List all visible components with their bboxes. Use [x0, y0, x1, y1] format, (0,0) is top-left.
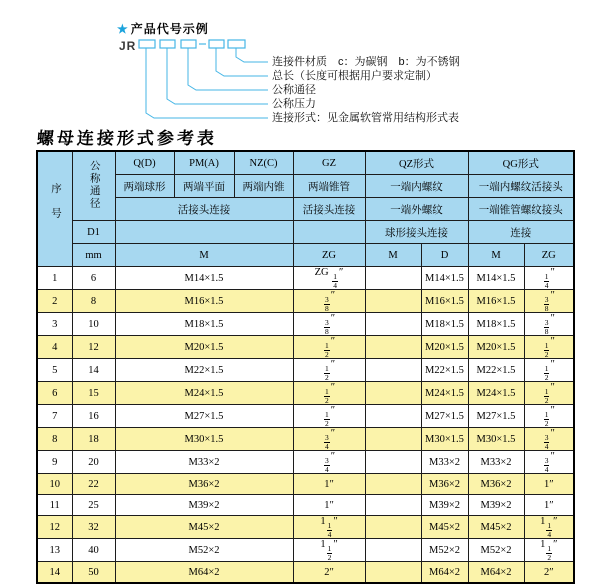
cell-m: M24×1.5 — [115, 382, 293, 405]
fraction: $\frac{1}{2}$ — [544, 410, 549, 428]
cell-qg-m: M16×1.5 — [468, 290, 524, 313]
cell-dn: 16 — [72, 405, 115, 428]
table-title: 螺母连接形式参考表 — [36, 129, 218, 148]
fraction: $\frac{3}{8}$ — [324, 295, 329, 313]
cell-dn: 8 — [72, 290, 115, 313]
label-diameter: 公称通径 — [272, 84, 316, 96]
header-qz-desc1: 一端内螺纹 — [365, 175, 468, 198]
header-serial: 序号 — [37, 151, 72, 267]
cell-gz-zg: 1 $\frac{1}{2}$ ″ — [293, 539, 365, 562]
cell-qg-zg: $\frac{1}{4}$ ″ — [524, 267, 574, 290]
cell-qg-m: M64×2 — [468, 562, 524, 584]
cell-qz-m — [365, 539, 421, 562]
table-row — [37, 474, 574, 495]
cell-qz-m — [365, 313, 421, 336]
cell-gz-zg: $\frac{3}{8}$ ″ — [293, 313, 365, 336]
cell-qz-m — [365, 428, 421, 451]
header-blank-gz — [293, 221, 365, 244]
cell-gz-zg: 1″ — [293, 495, 365, 516]
label-material: 连接件材质 c：为碳钢 b：为不锈钢 — [272, 56, 460, 68]
fraction: $\frac{1}{4}$ — [327, 521, 332, 539]
header-qz-m: M — [365, 244, 421, 267]
callout-line-material — [236, 48, 268, 62]
fraction: $\frac{3}{4}$ — [544, 433, 549, 451]
fraction: $\frac{1}{2}$ — [544, 364, 549, 382]
cell-dn: 20 — [72, 451, 115, 474]
header-zg: ZG — [293, 244, 365, 267]
cell-dn: 25 — [72, 495, 115, 516]
cell-qg-m: M22×1.5 — [468, 359, 524, 382]
table-row — [37, 405, 574, 428]
cell-gz-zg: ZG $\frac{1}{4}$ ″ — [293, 267, 365, 290]
fraction: $\frac{1}{2}$ — [547, 544, 552, 562]
cell-serial: 9 — [37, 451, 72, 474]
fraction: $\frac{3}{8}$ — [544, 295, 549, 313]
cell-gz-zg: $\frac{3}{4}$ ″ — [293, 451, 365, 474]
fraction: $\frac{1}{2}$ — [324, 364, 329, 382]
nut-connection-table-wrap — [36, 150, 575, 584]
cell-qg-m: M18×1.5 — [468, 313, 524, 336]
cell-dn: 32 — [72, 516, 115, 539]
cell-qz-m — [365, 451, 421, 474]
header-m: M — [115, 244, 293, 267]
cell-qg-m: M20×1.5 — [468, 336, 524, 359]
fraction: $\frac{3}{8}$ — [544, 318, 549, 336]
cell-gz-zg: $\frac{3}{4}$ ″ — [293, 428, 365, 451]
header-col-gz: GZ — [293, 151, 365, 175]
cell-serial: 12 — [37, 516, 72, 539]
cell-qz-m — [365, 474, 421, 495]
cell-qz-d: M33×2 — [421, 451, 468, 474]
fraction: $\frac{1}{4}$ — [333, 272, 337, 290]
cell-m: M52×2 — [115, 539, 293, 562]
cell-dn: 50 — [72, 562, 115, 584]
header-blank-m — [115, 221, 293, 244]
cell-qz-m — [365, 495, 421, 516]
table-header — [37, 151, 574, 267]
cell-dn: 40 — [72, 539, 115, 562]
header-qg-m: M — [468, 244, 524, 267]
fraction: $\frac{3}{4}$ — [324, 433, 329, 451]
cell-qz-d: M27×1.5 — [421, 405, 468, 428]
cell-m: M14×1.5 — [115, 267, 293, 290]
label-length: 总长（长度可根据用户要求定制） — [272, 70, 437, 82]
header-mm: mm — [72, 244, 115, 267]
table-row — [37, 516, 574, 539]
header-qz-d: D — [421, 244, 468, 267]
cell-serial: 4 — [37, 336, 72, 359]
cell-serial: 11 — [37, 495, 72, 516]
cell-qg-zg: 1 $\frac{1}{4}$ ″ — [524, 516, 574, 539]
cell-qz-m — [365, 562, 421, 584]
cell-qz-m — [365, 290, 421, 313]
cell-gz-zg: $\frac{1}{2}$ ″ — [293, 405, 365, 428]
callout-line-diameter — [188, 48, 268, 90]
cell-m: M18×1.5 — [115, 313, 293, 336]
header-q-desc: 两端球形 — [115, 175, 174, 198]
header-col-q: Q(D) — [115, 151, 174, 175]
cell-gz-zg: $\frac{3}{8}$ ″ — [293, 290, 365, 313]
cell-serial: 6 — [37, 382, 72, 405]
table-body — [37, 267, 574, 584]
nut-connection-table — [36, 150, 575, 584]
label-connection: 连接形式：见金属软管常用结构形式表 — [272, 112, 459, 124]
cell-qz-m — [365, 405, 421, 428]
cell-qg-zg: 1″ — [524, 474, 574, 495]
cell-qg-m: M45×2 — [468, 516, 524, 539]
cell-serial: 5 — [37, 359, 72, 382]
cell-dn: 10 — [72, 313, 115, 336]
code-box-2 — [160, 40, 175, 48]
cell-gz-zg: 2″ — [293, 562, 365, 584]
fraction: $\frac{3}{4}$ — [544, 456, 549, 474]
cell-m: M22×1.5 — [115, 359, 293, 382]
cell-dn: 15 — [72, 382, 115, 405]
cell-qg-zg: $\frac{3}{8}$ ″ — [524, 313, 574, 336]
cell-gz-zg: 1″ — [293, 474, 365, 495]
header-dn: 公称通径 — [72, 151, 115, 221]
cell-qg-m: M27×1.5 — [468, 405, 524, 428]
cell-m: M64×2 — [115, 562, 293, 584]
table-row — [37, 290, 574, 313]
code-box-5 — [228, 40, 245, 48]
cell-qz-d: M64×2 — [421, 562, 468, 584]
cell-qz-d: M24×1.5 — [421, 382, 468, 405]
cell-m: M30×1.5 — [115, 428, 293, 451]
header-nz-desc: 两端内锥 — [234, 175, 293, 198]
cell-dn: 6 — [72, 267, 115, 290]
cell-qz-d: M20×1.5 — [421, 336, 468, 359]
cell-qz-d: M52×2 — [421, 539, 468, 562]
cell-qg-zg: $\frac{1}{2}$ ″ — [524, 405, 574, 428]
fraction: $\frac{1}{2}$ — [324, 387, 329, 405]
table-row — [37, 539, 574, 562]
cell-qg-zg: $\frac{1}{2}$ ″ — [524, 359, 574, 382]
label-pressure: 公称压力 — [272, 98, 316, 110]
table-row — [37, 313, 574, 336]
cell-serial: 13 — [37, 539, 72, 562]
cell-qz-m — [365, 516, 421, 539]
header-gz-conn: 活接头连接 — [293, 198, 365, 221]
table-row — [37, 428, 574, 451]
cell-qz-d: M30×1.5 — [421, 428, 468, 451]
cell-qg-m: M52×2 — [468, 539, 524, 562]
header-col-qz: QZ形式 — [365, 151, 468, 175]
cell-m: M39×2 — [115, 495, 293, 516]
table-row — [37, 495, 574, 516]
header-qg-zg: ZG — [524, 244, 574, 267]
callout-line-connection — [146, 48, 268, 118]
cell-gz-zg: 1 $\frac{1}{4}$ ″ — [293, 516, 365, 539]
cell-qg-m: M33×2 — [468, 451, 524, 474]
star-icon: ★ — [117, 22, 129, 36]
fraction: $\frac{1}{4}$ — [544, 272, 549, 290]
cell-qz-m — [365, 382, 421, 405]
cell-qz-m — [365, 359, 421, 382]
cell-serial: 1 — [37, 267, 72, 290]
cell-qg-zg: $\frac{3}{4}$ ″ — [524, 428, 574, 451]
cell-serial: 14 — [37, 562, 72, 584]
cell-qg-zg: $\frac{1}{2}$ ″ — [524, 382, 574, 405]
cell-qg-m: M36×2 — [468, 474, 524, 495]
cell-qg-zg: $\frac{3}{4}$ ″ — [524, 451, 574, 474]
code-box-1 — [139, 40, 155, 48]
cell-qg-m: M14×1.5 — [468, 267, 524, 290]
cell-qg-zg: $\frac{1}{2}$ ″ — [524, 336, 574, 359]
cell-gz-zg: $\frac{1}{2}$ ″ — [293, 359, 365, 382]
cell-qz-m — [365, 336, 421, 359]
fraction: $\frac{1}{2}$ — [327, 544, 332, 562]
table-row — [37, 359, 574, 382]
cell-m: M33×2 — [115, 451, 293, 474]
header-gz-desc: 两端锥管 — [293, 175, 365, 198]
header-union-conn: 活接头连接 — [115, 198, 293, 221]
header-col-pm: PM(A) — [174, 151, 234, 175]
code-box-4 — [209, 40, 224, 48]
cell-gz-zg: $\frac{1}{2}$ ″ — [293, 336, 365, 359]
cell-qg-m: M30×1.5 — [468, 428, 524, 451]
cell-serial: 10 — [37, 474, 72, 495]
cell-m: M27×1.5 — [115, 405, 293, 428]
cell-serial: 7 — [37, 405, 72, 428]
cell-dn: 14 — [72, 359, 115, 382]
cell-qg-m: M39×2 — [468, 495, 524, 516]
cell-qz-d: M39×2 — [421, 495, 468, 516]
diagram-heading-text: 产品代号示例 — [130, 22, 209, 36]
header-qz-conn: 球形接头连接 — [365, 221, 468, 244]
cell-qg-zg: 2″ — [524, 562, 574, 584]
cell-qz-d: M16×1.5 — [421, 290, 468, 313]
fraction: $\frac{3}{8}$ — [324, 318, 329, 336]
header-col-nz: NZ(C) — [234, 151, 293, 175]
cell-m: M36×2 — [115, 474, 293, 495]
cell-qz-d: M14×1.5 — [421, 267, 468, 290]
code-box-3 — [181, 40, 196, 48]
fraction: $\frac{1}{2}$ — [544, 387, 549, 405]
table-row — [37, 562, 574, 584]
header-qg-desc2: 一端锥管螺纹接头 — [468, 198, 574, 221]
table-row — [37, 267, 574, 290]
header-qz-desc2: 一端外螺纹 — [365, 198, 468, 221]
cell-qz-d: M18×1.5 — [421, 313, 468, 336]
code-prefix: JR — [119, 39, 137, 53]
cell-m: M20×1.5 — [115, 336, 293, 359]
cell-dn: 22 — [72, 474, 115, 495]
table-row — [37, 382, 574, 405]
header-qg-conn: 连接 — [468, 221, 574, 244]
fraction: $\frac{1}{2}$ — [544, 341, 549, 359]
cell-serial: 8 — [37, 428, 72, 451]
cell-m: M45×2 — [115, 516, 293, 539]
cell-m: M16×1.5 — [115, 290, 293, 313]
header-d1: D1 — [72, 221, 115, 244]
table-row — [37, 451, 574, 474]
cell-qg-m: M24×1.5 — [468, 382, 524, 405]
cell-serial: 3 — [37, 313, 72, 336]
cell-qz-d: M36×2 — [421, 474, 468, 495]
fraction: $\frac{1}{4}$ — [547, 521, 552, 539]
cell-qz-d: M45×2 — [421, 516, 468, 539]
cell-dn: 18 — [72, 428, 115, 451]
fraction: $\frac{1}{2}$ — [324, 341, 329, 359]
header-pm-desc: 两端平面 — [174, 175, 234, 198]
header-col-qg: QG形式 — [468, 151, 574, 175]
fraction: $\frac{3}{4}$ — [324, 456, 329, 474]
header-qg-desc1: 一端内螺纹活接头 — [468, 175, 574, 198]
cell-qg-zg: $\frac{3}{8}$ ″ — [524, 290, 574, 313]
cell-gz-zg: $\frac{1}{2}$ ″ — [293, 382, 365, 405]
cell-serial: 2 — [37, 290, 72, 313]
table-row — [37, 336, 574, 359]
cell-dn: 12 — [72, 336, 115, 359]
cell-qz-d: M22×1.5 — [421, 359, 468, 382]
cell-qg-zg: 1 $\frac{1}{2}$ ″ — [524, 539, 574, 562]
fraction: $\frac{1}{2}$ — [324, 410, 329, 428]
cell-qg-zg: 1″ — [524, 495, 574, 516]
cell-qz-m — [365, 267, 421, 290]
